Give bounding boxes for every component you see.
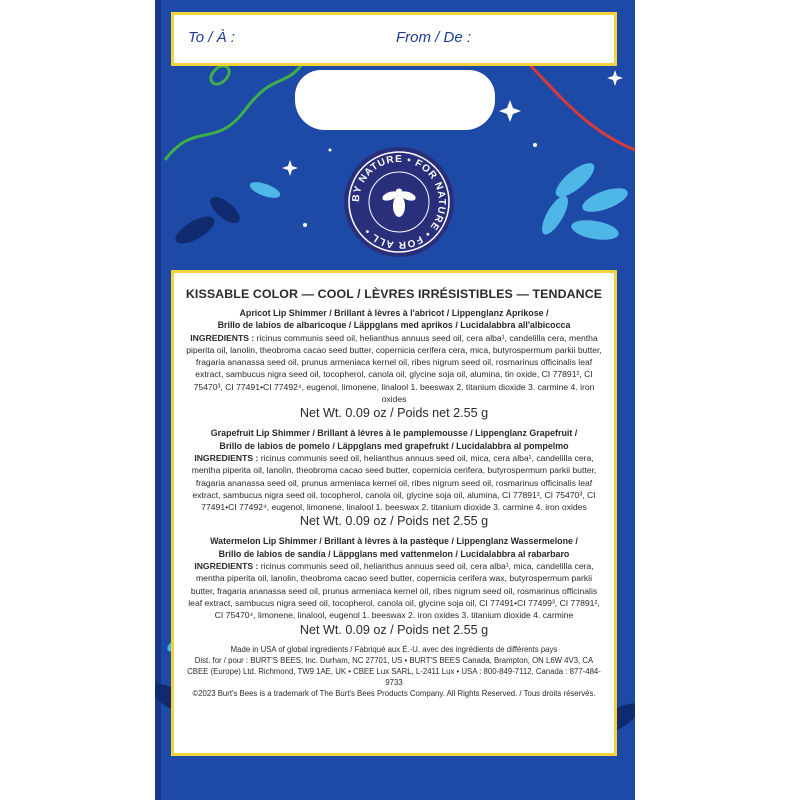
ingredients-label: INGREDIENTS : — [194, 452, 259, 463]
net-weight: Net Wt. 0.09 oz / Poids net 2.55 g — [299, 514, 489, 529]
product-block-grapefruit — [184, 427, 604, 529]
footer-distributor-na: Dist. for / pour : BURT'S BEES, Inc. Durham, NC 27701, US • BURT'S BEES Canada, Brampton, ON L6W 4V3, CA — [194, 655, 594, 665]
ingredients-list: ricinus communis seed oil, helianthus annuus seed oil, mica, cera alba¹, candelilla cera, mentha piperita oil, lanolin, theobroma cacao seed butter, copernicia cerifera, butyrospermum parkii butter, fragaria ananassa seed oil, prunus armeniaca kernel oil, ribes nigrum seed oil, rosmarinus officinalis leaf extract, sambucus nigra seed oil, tocopherol, canola oil, glycine soja oil, alumina, CI 77891², CI 75470³, CI 77491•CI 77492⁴, eugenol, limonene, linalool 1. beeswax 2. titanium dioxide 3. carmine 4. iron oxides — [191, 452, 597, 513]
ingredients-text — [184, 452, 604, 513]
product-block-watermelon — [184, 535, 604, 637]
footer-distributor-eu: CBEE (Europe) Ltd. Richmond, TW9 1AE, UK • CBEE Lux SARL, L-2411 Lux • USA : 800-849-7112, Canada : 877-484-9733 — [187, 666, 601, 688]
product-block-apricot — [184, 307, 604, 421]
product-name-line1: Apricot Lip Shimmer / Brillant à lèvres à l'abricot / Lippenglanz Aprikose / — [239, 308, 549, 318]
ingredients-label: INGREDIENTS : — [190, 332, 255, 343]
from-label: From / De : — [396, 29, 472, 46]
ingredients-text — [184, 332, 604, 406]
net-weight: Net Wt. 0.09 oz / Poids net 2.55 g — [299, 406, 489, 421]
product-name-line2: Brillo de labios de sandía / Läppglans med vattenmelon / Lucidalabbra al rabarbaro — [218, 548, 570, 559]
ingredients-list: ricinus communis seed oil, helianthus annuus seed oil, cera alba¹, mica, candelilla cera, mentha piperita oil, lanolin, theobroma cacao seed butter, copernicia cerifera wax, butyrospermum parkii butter, fragaria ananassa seed oil, prunus armeniaca kernel oil, ribes nigrum seed oil, rosmarinus officinalis leaf extract, sambucus nigra seed oil, tocopherol, canola oil, glycine soja oil, CI 77491•CI 77499³, CI 77891², CI 75470⁴, limonene, linalool, eugenol 1. beeswax 2. iron oxides 3. titanium dioxide 4. carmine — [188, 561, 600, 621]
product-name-line2: Brillo de labios de pomelo / Läppglans med grapefrukt / Lucidalabbra al pompelmo — [219, 440, 569, 451]
footer-copyright: ©2023 Burt's Bees is a trademark of The Burt's Bees Products Company. All Rights Reserved. / Tous droits réservés. — [192, 689, 596, 699]
product-name-line1: Watermelon Lip Shimmer / Brillant à lèvres à la pastèque / Lippenglanz Wassermelone / — [210, 536, 578, 547]
product-name-line1: Grapefruit Lip Shimmer / Brillant à lèvres à le pamplemousse / Lippenglanz Grapefruit / — [210, 428, 578, 439]
to-label: To / À : — [188, 29, 235, 46]
product-card-back — [155, 0, 635, 800]
ingredients-text — [184, 560, 604, 621]
footer-origin: Made in USA of global ingredients / Fabriqué aux É.-U. avec des ingrédients de différents pays — [230, 644, 558, 654]
gift-tag — [171, 12, 617, 66]
ingredients-panel — [171, 270, 617, 756]
by-nature-seal — [343, 146, 455, 258]
seal-text: BY NATURE • FOR NATURE • FOR ALL • — [350, 153, 448, 251]
ingredients-list: ricinus communis seed oil, helianthus annuus seed oil, cera alba¹, candelilla cera, mentha piperita oil, lanolin, theobroma cacao seed butter, copernicia cerifera cera, mica, butyrospermum parkii butter, fragaria ananassa seed oil, prunus armeniaca kernel oil, ribes nigrum seed oil, rosmarinus officinalis leaf extract, sambucus nigra seed oil, tocopherol, canola oil, glycine soja oil, alumina, tin oxide, CI 77891², CI 75470³, CI 77491•CI 77492⁴, eugenol, limonene, linalool 1. beeswax 2. titanium dioxide 3. carmine 4. iron oxides — [186, 332, 602, 405]
headline: KISSABLE COLOR — COOL / LÈVRES IRRÉSISTIBLES — TENDANCE — [185, 287, 603, 301]
product-name-line2: Brillo de labios de albaricoque / Läppglans med aprikos / Lucidalabbra all'albicocca — [217, 320, 571, 331]
hang-hole — [295, 70, 495, 130]
legal-footer — [184, 644, 604, 700]
net-weight: Net Wt. 0.09 oz / Poids net 2.55 g — [299, 622, 489, 637]
ingredients-label: INGREDIENTS : — [194, 561, 259, 572]
